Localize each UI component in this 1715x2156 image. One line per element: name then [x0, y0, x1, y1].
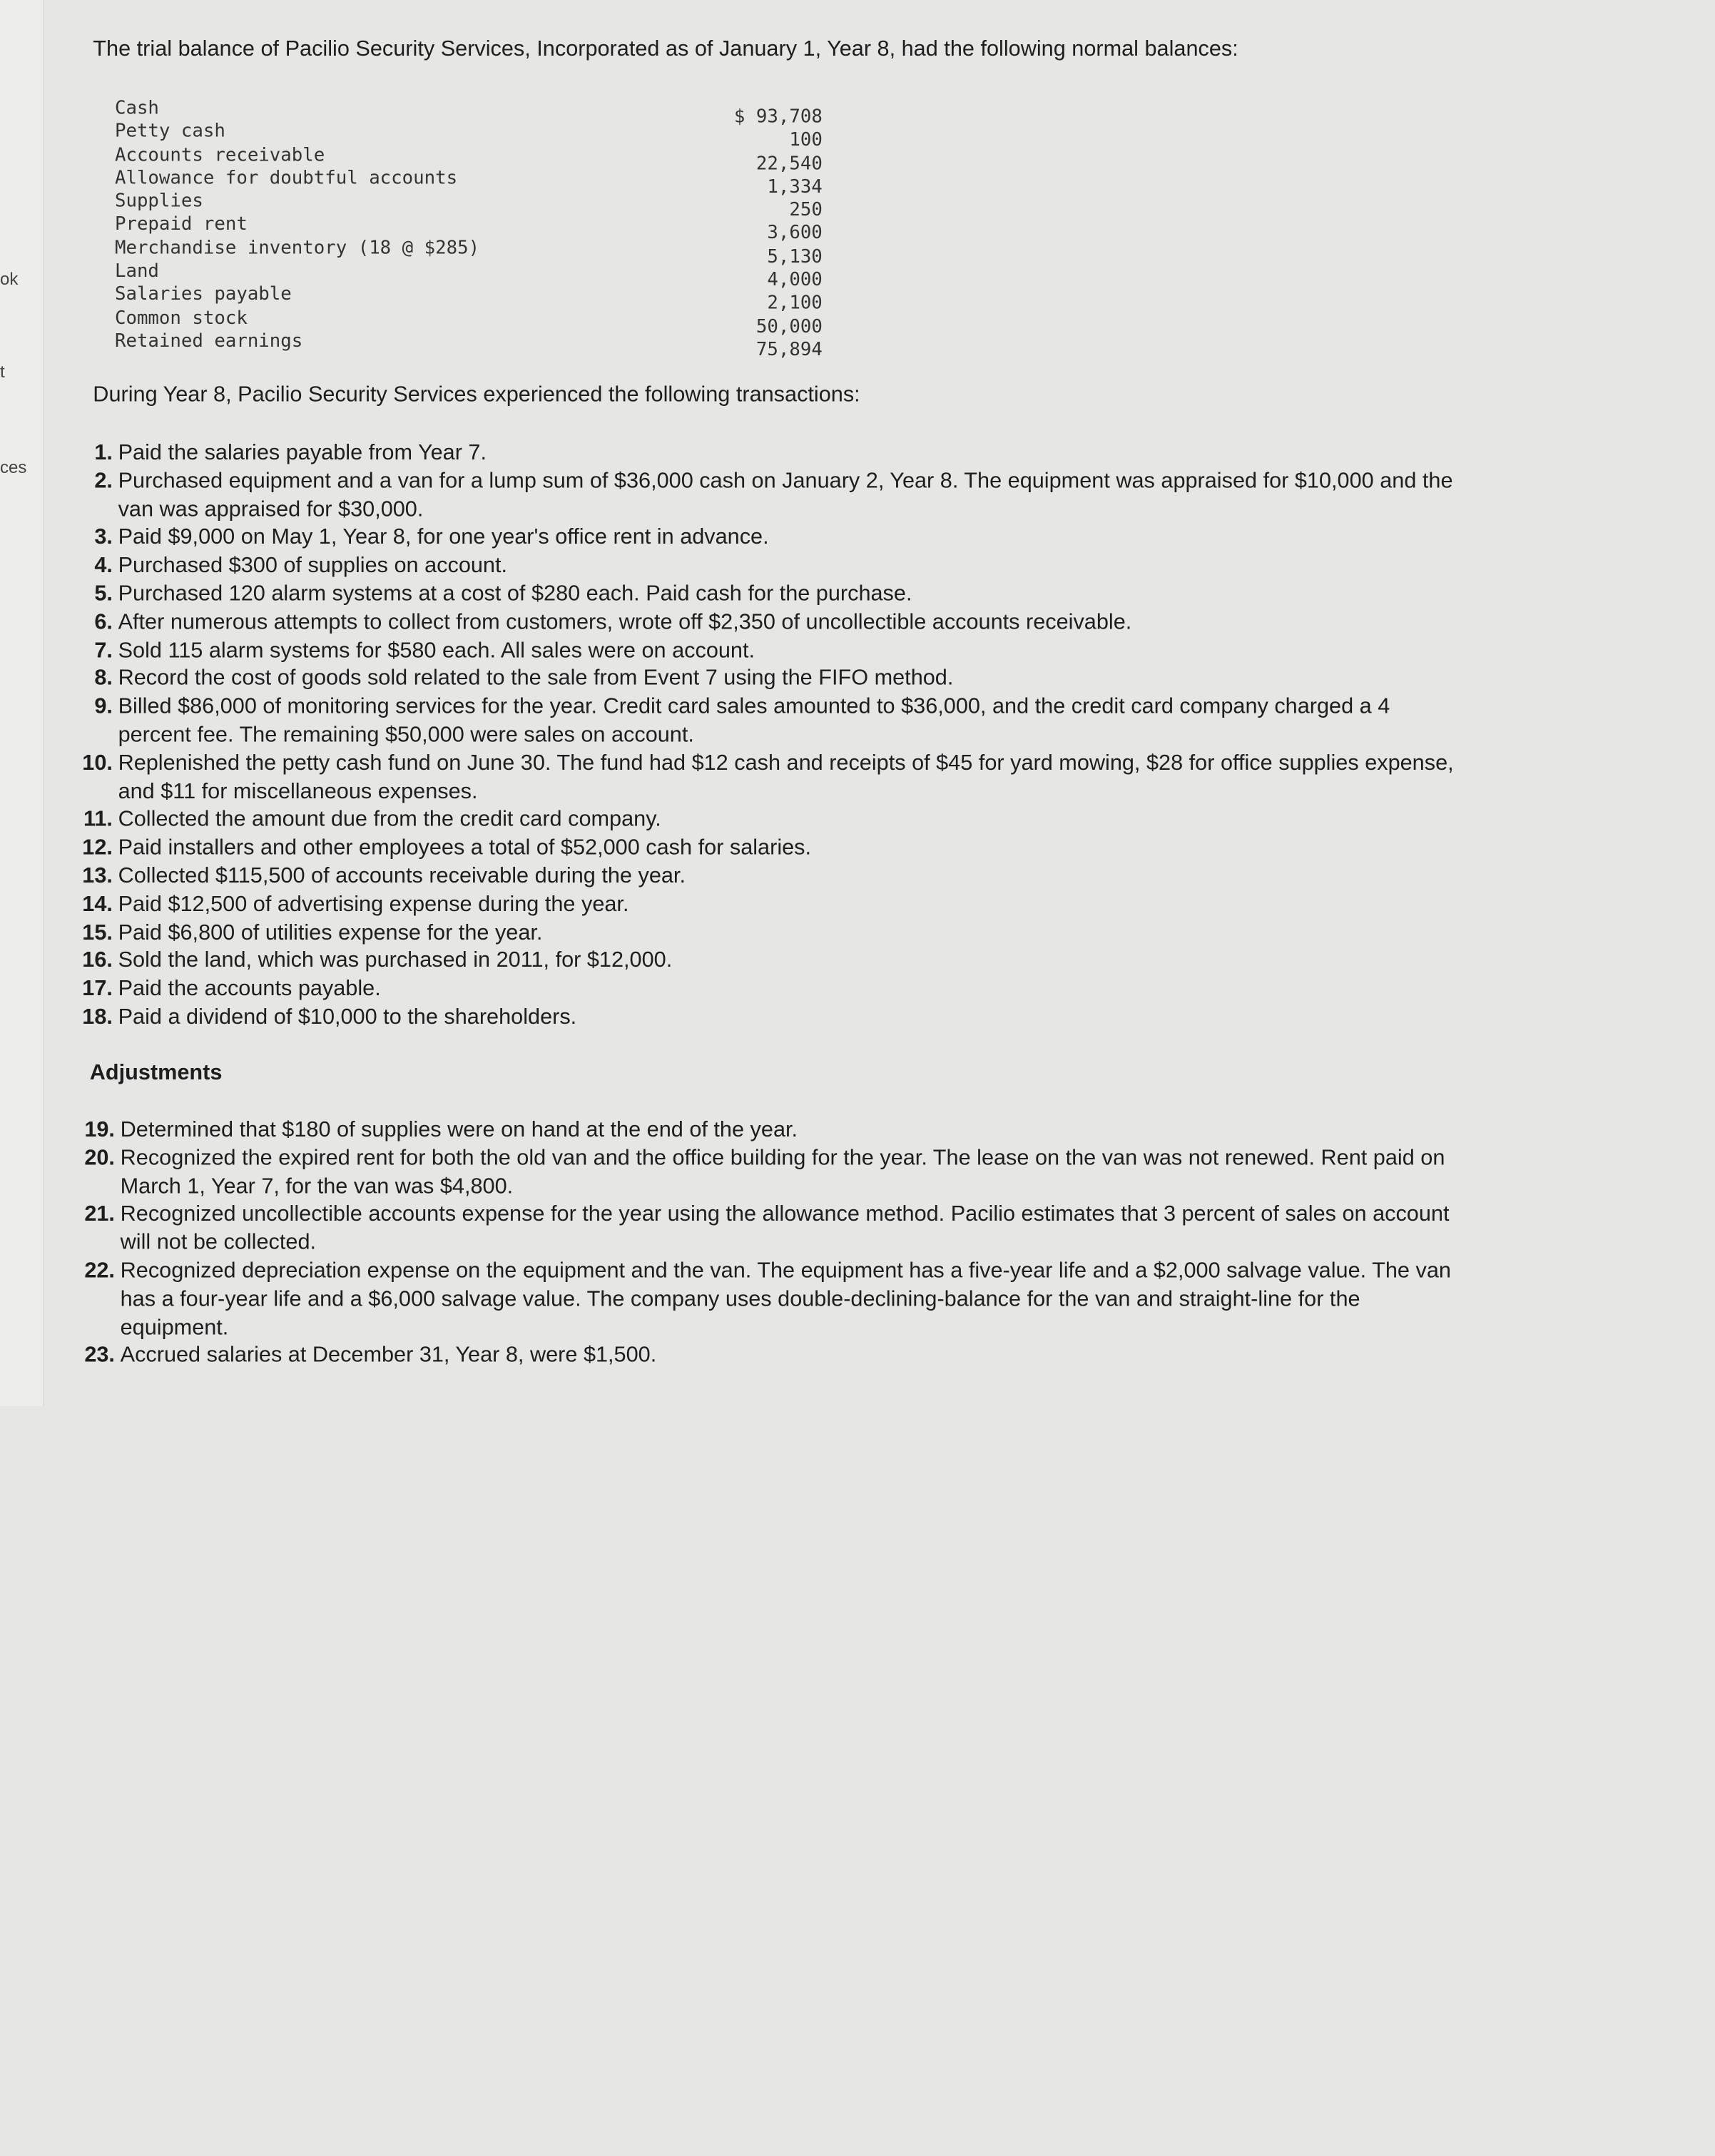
list-item — [0, 920, 1465, 948]
table-row — [115, 96, 823, 120]
table-row — [115, 166, 823, 190]
item-number: 6. — [94, 610, 113, 634]
list-item — [2, 1201, 1467, 1258]
list-item — [0, 637, 1465, 666]
account-amount: 50,000 — [755, 315, 823, 337]
item-number: 13. — [82, 863, 113, 888]
item-text: Sold the land, which was purchased in 2011, for $12,000. — [118, 948, 673, 973]
item-number: 23. — [84, 1343, 115, 1368]
item-number: 19. — [84, 1117, 115, 1142]
item-text: Recognized depreciation expense on the equipment and the van. The equipment has a five-year life and a $2,000 salvage value. The van has a four-year life and a $6,000 salvage value. The company uses double-declining-balance for the van and straight-line for the equipment. — [120, 1258, 1451, 1340]
adjustments-list — [2, 1117, 1467, 1371]
item-text: Collected the amount due from the credit card company. — [118, 807, 661, 832]
account-name: Petty cash — [114, 119, 225, 142]
list-item — [0, 1004, 1465, 1032]
list-item — [0, 891, 1465, 920]
item-number: 4. — [94, 553, 113, 578]
table-row — [115, 213, 823, 236]
adjustments-heading: Adjustments — [89, 1061, 223, 1085]
item-number: 20. — [84, 1146, 115, 1170]
intro-text: The trial balance of Pacilio Security Services, Incorporated as of January 1, Year 8, had the following normal balances: — [93, 37, 1238, 61]
list-item — [0, 468, 1465, 524]
sidebar-fragment-ok[interactable]: ok — [0, 270, 19, 289]
trial-balance-table — [114, 96, 823, 360]
list-item — [0, 750, 1465, 806]
account-name: Cash — [114, 96, 159, 118]
table-row — [115, 143, 823, 166]
item-text: Purchased 120 alarm systems at a cost of $280 each. Paid cash for the purchase. — [118, 581, 912, 606]
account-name: Salaries payable — [114, 283, 292, 305]
sidebar-fragment-ces[interactable]: ces — [0, 458, 27, 477]
sidebar-fragment-t[interactable]: t — [0, 362, 5, 382]
list-item — [0, 581, 1465, 609]
item-text: Accrued salaries at December 31, Year 8, were $1,500. — [120, 1343, 657, 1368]
account-amount: 1,334 — [767, 175, 823, 197]
account-amount: 2,100 — [767, 291, 823, 314]
item-text: After numerous attempts to collect from customers, wrote off $2,350 of uncollectible accounts receivable. — [118, 610, 1132, 634]
list-item — [0, 552, 1465, 581]
item-number: 16. — [82, 948, 113, 973]
table-row — [115, 120, 823, 143]
item-text: Paid $9,000 on May 1, Year 8, for one year's office rent in advance. — [118, 525, 769, 550]
item-number: 15. — [82, 920, 113, 945]
list-item — [0, 609, 1465, 638]
item-number: 9. — [94, 694, 113, 719]
account-amount: 3,600 — [767, 221, 823, 244]
item-number: 5. — [94, 581, 113, 606]
item-text: Replenished the petty cash fund on June 30. The fund had $12 cash and receipts of $45 for yard mowing, $28 for office supplies expense, and $11 for miscellaneous expenses. — [118, 751, 1454, 804]
account-name: Supplies — [114, 189, 203, 212]
item-text: Purchased $300 of supplies on account. — [118, 553, 508, 578]
item-text: Purchased equipment and a van for a lump sum of $36,000 cash on January 2, Year 8. The equipment was appraised for $10,000 and the van was appraised for $30,000. — [118, 469, 1453, 522]
item-text: Recognized uncollectible accounts expense for the year using the allowance method. Pacilio estimates that 3 percent of sales on account will not be collected. — [120, 1202, 1450, 1255]
account-amount: $ 93,708 — [733, 105, 823, 127]
list-item — [0, 524, 1465, 553]
item-text: Paid the salaries payable from Year 7. — [118, 440, 487, 465]
item-number: 3. — [94, 525, 113, 550]
list-item — [0, 976, 1465, 1005]
account-amount: 100 — [789, 128, 823, 151]
item-number: 17. — [82, 977, 113, 1001]
item-number: 21. — [84, 1202, 115, 1227]
item-text: Paid the accounts payable. — [118, 977, 381, 1001]
item-number: 22. — [84, 1258, 115, 1283]
account-amount: 250 — [789, 198, 823, 220]
list-item — [0, 835, 1465, 863]
account-amount: 4,000 — [767, 268, 823, 290]
item-number: 1. — [94, 440, 113, 465]
transactions-intro: During Year 8, Pacilio Security Services experienced the following transactions: — [93, 382, 860, 407]
item-text: Paid $6,800 of utilities expense for the year. — [118, 920, 543, 945]
item-number: 10. — [82, 751, 113, 776]
item-number: 11. — [83, 807, 113, 832]
account-name: Retained earnings — [114, 329, 303, 352]
item-text: Paid installers and other employees a total of $52,000 cash for salaries. — [118, 835, 812, 860]
account-amount: 75,894 — [755, 337, 823, 360]
list-item — [2, 1145, 1467, 1201]
table-row — [115, 306, 823, 330]
item-text: Collected $115,500 of accounts receivable during the year. — [118, 863, 686, 888]
account-name: Common stock — [114, 305, 248, 328]
item-text: Billed $86,000 of monitoring services for the year. Credit card sales amounted to $36,000, and the credit card company charged a 4 percent fee. The remaining $50,000 were sales on account. — [118, 694, 1390, 747]
item-number: 14. — [82, 892, 113, 917]
table-row — [115, 259, 823, 283]
item-number: 12. — [82, 835, 113, 860]
account-name: Land — [114, 259, 159, 282]
list-item — [2, 1343, 1467, 1371]
item-text: Sold 115 alarm systems for $580 each. All sales were on account. — [118, 638, 755, 663]
table-row — [115, 283, 823, 306]
account-amount: 22,540 — [755, 151, 823, 174]
transactions-list — [0, 439, 1465, 1032]
item-number: 8. — [94, 666, 113, 691]
account-name: Accounts receivable — [114, 143, 325, 165]
item-text: Paid $12,500 of advertising expense during the year. — [118, 892, 629, 917]
list-item — [0, 439, 1465, 468]
item-text: Recognized the expired rent for both the old van and the office building for the year. The lease on the van was not renewed. Rent paid on March 1, Year 7, for the van was $4,800. — [120, 1146, 1445, 1199]
table-row — [115, 329, 823, 352]
account-name: Allowance for doubtful accounts — [114, 166, 458, 188]
list-item — [2, 1258, 1467, 1343]
account-amount: 5,130 — [767, 245, 823, 267]
account-name: Merchandise inventory (18 @ $285) — [114, 235, 480, 258]
list-item — [2, 1117, 1467, 1145]
list-item — [0, 947, 1465, 976]
table-row — [115, 236, 823, 260]
item-text: Record the cost of goods sold related to the sale from Event 7 using the FIFO method. — [118, 666, 954, 691]
account-name: Prepaid rent — [114, 213, 248, 235]
list-item — [0, 666, 1465, 694]
item-number: 7. — [94, 638, 113, 663]
list-item — [0, 806, 1465, 835]
item-text: Determined that $180 of supplies were on hand at the end of the year. — [120, 1117, 798, 1142]
list-item — [0, 863, 1465, 891]
item-number: 2. — [94, 469, 113, 494]
list-item — [0, 693, 1465, 750]
table-row — [115, 189, 823, 213]
item-text: Paid a dividend of $10,000 to the shareholders. — [118, 1005, 577, 1029]
item-number: 18. — [82, 1005, 113, 1029]
